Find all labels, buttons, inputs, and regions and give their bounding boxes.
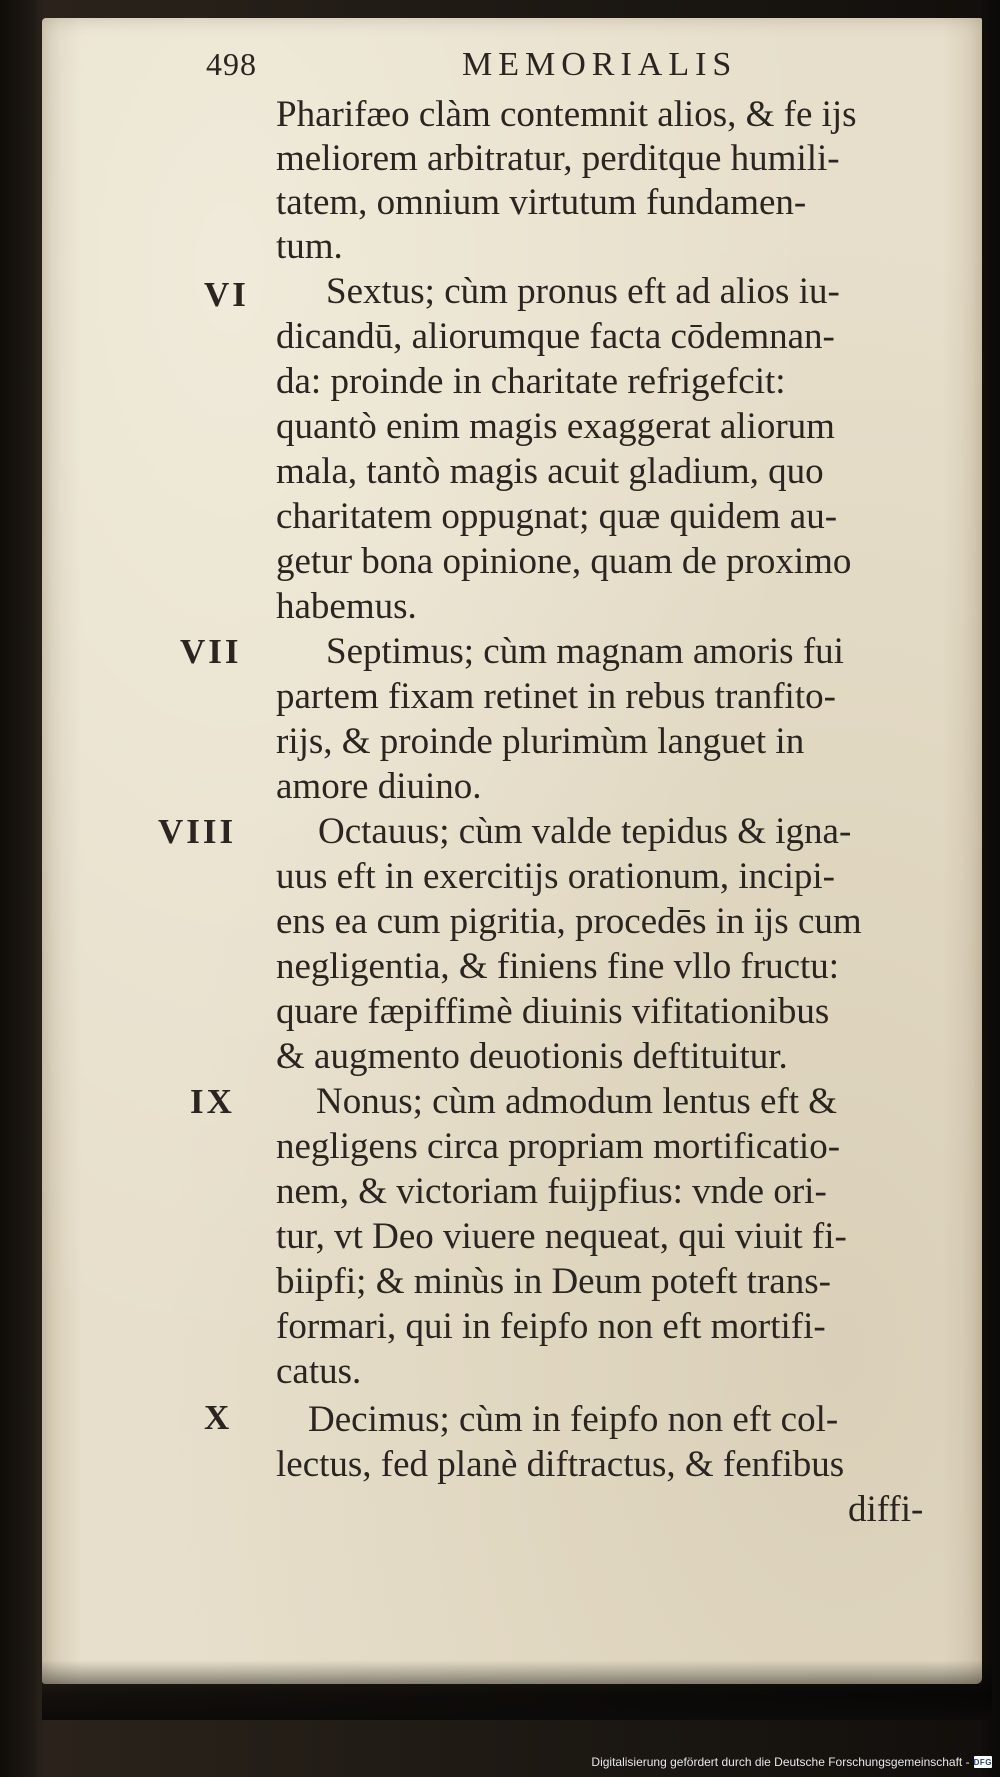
text-line: Sextus; cùm pronus eft ad alios iu- bbox=[326, 271, 840, 312]
text-line: & augmento deuotionis deftituitur. bbox=[276, 1036, 788, 1077]
margin-numeral: VII bbox=[180, 632, 242, 671]
page-shadow bbox=[42, 1660, 992, 1720]
dfg-logo-icon bbox=[974, 1756, 992, 1768]
text-line: catus. bbox=[276, 1351, 362, 1392]
text-line: getur bona opinione, quam de proximo bbox=[276, 541, 852, 582]
text-line: biipfi; & minùs in Deum poteft trans- bbox=[276, 1261, 831, 1302]
margin-numeral: VI bbox=[204, 275, 249, 314]
dfg-logo-text: DFG bbox=[973, 1757, 992, 1767]
running-head: MEMORIALIS bbox=[462, 46, 738, 83]
text-line: tur, vt Deo viuere nequeat, qui viuit fi- bbox=[276, 1216, 847, 1257]
text-line: ens ea cum pigritia, procedēs in ijs cum bbox=[276, 901, 862, 942]
text-line: uus eft in exercitijs orationum, incipi- bbox=[276, 856, 835, 897]
text-line: formari, qui in feipfo non eft mortifi- bbox=[276, 1306, 826, 1347]
text-line: tatem, omnium virtutum fundamen- bbox=[276, 182, 807, 223]
text-line: negligentia, & finiens fine vllo fructu: bbox=[276, 946, 840, 987]
text-line: da: proinde in charitate refrigefcit: bbox=[276, 361, 786, 402]
text-line: quare fæpiffimè diuinis vifitationibus bbox=[276, 991, 830, 1032]
text-line: charitatem oppugnat; quæ quidem au- bbox=[276, 496, 838, 537]
margin-numeral: IX bbox=[190, 1082, 235, 1121]
text-line: amore diuino. bbox=[276, 766, 482, 807]
text-line: Pharifæo clàm contemnit alios, & fe ijs bbox=[276, 94, 857, 135]
margin-numeral: X bbox=[204, 1398, 233, 1437]
text-line: lectus, fed planè diftractus, & fenfibus bbox=[276, 1444, 845, 1485]
text-line: Septimus; cùm magnam amoris fui bbox=[326, 631, 844, 672]
text-line: habemus. bbox=[276, 586, 417, 627]
text-line: quantò enim magis exaggerat aliorum bbox=[276, 406, 835, 447]
text-line: mala, tantò magis acuit gladium, quo bbox=[276, 451, 824, 492]
text-line: meliorem arbitratur, perditque humili- bbox=[276, 138, 840, 179]
text-line: Nonus; cùm admodum lentus eft & bbox=[316, 1081, 838, 1122]
text-line: nem, & victoriam fuijpfius: vnde ori- bbox=[276, 1171, 827, 1212]
credit-text: Digitalisierung gefördert durch die Deutsche Forschungsgemeinschaft - bbox=[591, 1755, 970, 1769]
margin-numeral: VIII bbox=[158, 812, 237, 851]
text-line: diffi- bbox=[848, 1489, 924, 1530]
text-line: Decimus; cùm in feipfo non eft col- bbox=[308, 1399, 839, 1440]
text-line: Octauus; cùm valde tepidus & igna- bbox=[318, 811, 852, 852]
digitization-credit bbox=[591, 1752, 992, 1772]
page-number: 498 bbox=[206, 46, 257, 82]
text-line: dicandū, aliorumque facta cōdemnan- bbox=[276, 316, 835, 357]
text-line: tum. bbox=[276, 226, 343, 267]
text-line: partem fixam retinet in rebus tranfito- bbox=[276, 676, 836, 717]
text-line: rijs, & proinde plurimùm languet in bbox=[276, 721, 805, 762]
text-line: negligens circa propriam mortificatio- bbox=[276, 1126, 841, 1167]
